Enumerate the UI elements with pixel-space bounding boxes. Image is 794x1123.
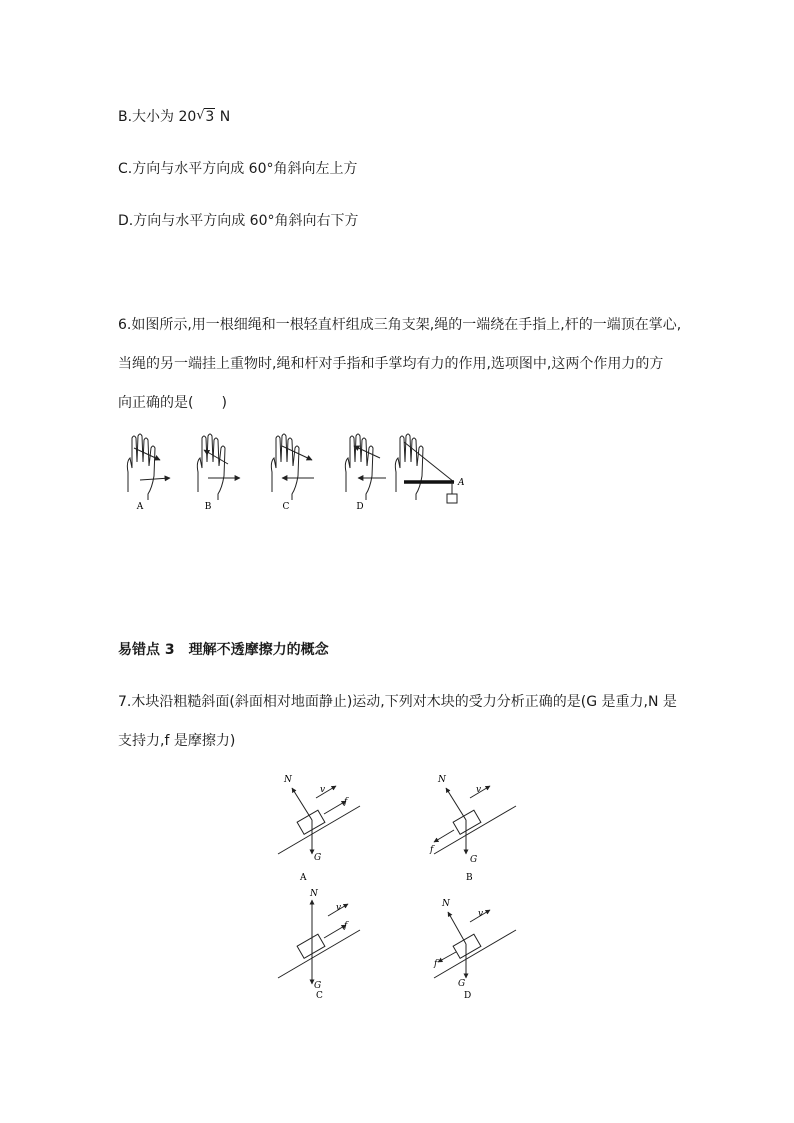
q7-b-label-f: f [430, 845, 434, 855]
q6-a-rod-arrow [140, 478, 170, 480]
q6-option-d-hand [345, 434, 386, 500]
q7-d-block [453, 934, 481, 958]
q6-fig-label-a: A [136, 502, 144, 512]
q6-option-a-hand [127, 434, 170, 500]
q7-diagram-a [278, 775, 360, 883]
q7-diagram-c [278, 889, 360, 1001]
q7-a-friction-arrow [324, 801, 346, 814]
q7-a-label-g: G [314, 853, 322, 863]
q7-b-normal-arrow [446, 788, 466, 820]
q7-c-label-g: G [314, 981, 322, 991]
option-b-unit: N [215, 109, 231, 125]
q7-a-velocity-arrow [316, 786, 336, 798]
q7-d-caption: D [464, 991, 472, 1001]
q7-c-label-f: f [344, 921, 348, 931]
q7-c-friction-arrow [324, 925, 346, 938]
option-d: D.方向与水平方向成 60°角斜向右下方 [118, 213, 359, 229]
q7-c-caption: C [316, 991, 323, 1001]
q7-b-block [453, 810, 481, 834]
q7-figure [270, 768, 530, 1004]
q7-line-2: 支持力,f 是摩擦力) [118, 733, 236, 749]
section-title: 易错点 3 理解不透摩擦力的概念 [118, 642, 329, 658]
q7-c-block [297, 934, 325, 958]
q6-a-rope-arrow [134, 448, 160, 460]
q7-a-normal-arrow [292, 788, 312, 820]
q6-fig-label-c: C [282, 502, 290, 512]
option-b-radicand: 3 [205, 109, 215, 125]
q6-option-c-hand [271, 434, 314, 500]
q6-figure [110, 428, 480, 514]
sqrt-symbol: √ 3 [196, 108, 215, 125]
q7-a-label-f: f [344, 797, 348, 807]
q7-a-caption: A [300, 873, 307, 883]
q6-weight [447, 494, 457, 503]
q6-line-1: 6.如图所示,用一根细绳和一根轻直杆组成三角支架,绳的一端绕在手指上,杆的一端顶在掌心, [118, 317, 682, 333]
q7-c-label-n: N [310, 889, 318, 899]
q7-d-normal-arrow [448, 912, 466, 944]
q7-b-friction-arrow [434, 830, 454, 842]
q6-fig-label-b: B [204, 502, 212, 512]
q6-option-b-hand [197, 434, 240, 500]
q6-point-label: A [458, 478, 465, 488]
option-b [118, 108, 230, 126]
option-c: C.方向与水平方向成 60°角斜向左上方 [118, 161, 358, 177]
q6-fig-label-d: D [356, 502, 364, 512]
q7-diagram-b [429, 775, 516, 883]
q7-b-label-g: G [470, 855, 478, 865]
q7-line-1: 7.木块沿粗糙斜面(斜面相对地面静止)运动,下列对木块的受力分析正确的是(G 是重力,N 是 [118, 694, 677, 710]
option-b-prefix: B.大小为 20 [118, 109, 197, 125]
q7-a-label-v: v [320, 785, 326, 795]
q7-d-label-n: N [442, 899, 450, 909]
q7-b-label-n: N [438, 775, 446, 785]
q7-d-friction-arrow [438, 952, 456, 962]
q7-d-label-f: f [434, 959, 438, 969]
q7-b-caption: B [466, 873, 473, 883]
q7-d-label-g: G [458, 979, 466, 989]
q7-a-label-n: N [284, 775, 292, 785]
q7-diagram-d [433, 899, 516, 1001]
q6-line-3: 向正确的是( ) [118, 395, 227, 411]
q7-c-label-v: v [336, 903, 342, 913]
q6-setup-diagram [395, 434, 465, 503]
q7-b-label-v: v [476, 785, 482, 795]
q7-a-block [297, 810, 325, 834]
q6-line-2: 当绳的另一端挂上重物时,绳和杆对手指和手掌均有力的作用,选项图中,这两个作用力的方 [118, 356, 664, 372]
q7-d-label-v: v [478, 909, 484, 919]
